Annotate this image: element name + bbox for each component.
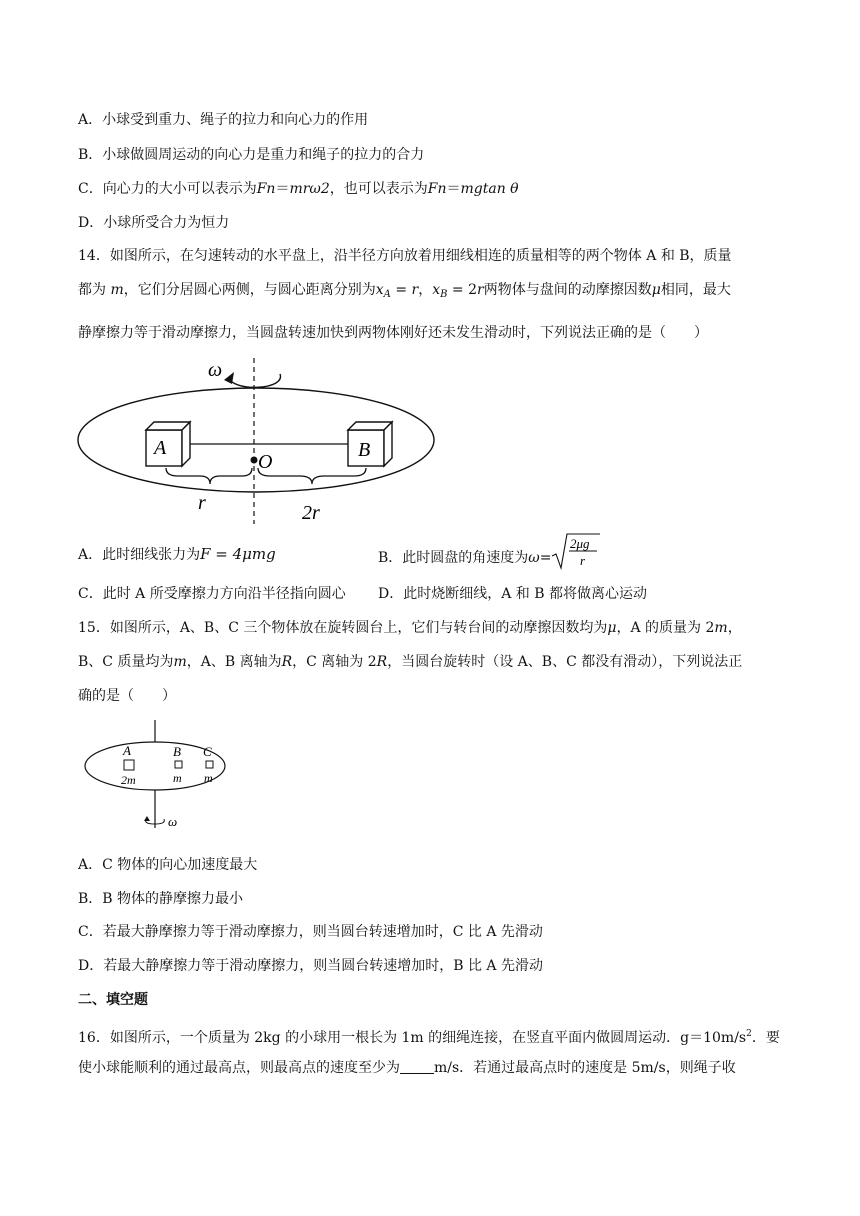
q13-formula-mgtan: mgtan θ [460,181,519,197]
q15-option-c: C．若最大静摩擦力等于滑动摩擦力，则当圆台转速增加时，C 比 A 先滑动 [78,924,543,940]
q14-xb-symbol: x [432,282,441,298]
q13-option-c-text: C．向心力的大小可以表示为 [78,181,257,197]
q15-text-7: ，当圆台旋转时（设 A、B、C 都没有滑动），下列说法正 [387,654,743,670]
rotation-arrow-icon [229,374,280,387]
q15-radius-symbol: R [281,654,293,670]
q14-option-a-formula: F = 4μmg [200,545,276,563]
rotation-arrowhead-icon [144,816,150,821]
block-b-mass: m [173,771,182,785]
q14-text-2: ，它们分居圆心两侧，与圆心距离分别为 [123,282,376,298]
q16-stem-line1 [78,1024,780,1048]
q13-option-d: D．小球所受合力为恒力 [78,215,230,231]
q14-xa-value: r [411,282,419,298]
q15-text-5: ，A、B 离轴为 [186,654,282,670]
q14-stem-line3: 静摩擦力等于滑动摩擦力，当圆盘转速加快到两物体刚好还未发生滑动时，下列说法正确的是（ ） [78,325,708,341]
q14-figure [74,356,444,526]
block-c-label: C [203,744,212,759]
q13-option-c-mid: ，也可以表示为 [329,181,428,197]
q15-text-4: B、C 质量均为 [78,654,174,670]
q15-text: 15．如图所示，A、B、C 三个物体放在旋转圆台上，它们与转台间的动摩擦因数均为 [78,620,608,636]
brace-2r [258,468,366,484]
q15-text-3: ， [727,620,742,636]
q14-text-4: 相同，最大 [660,282,731,298]
label-r: r [198,492,206,514]
q16-text: 16．如图所示，一个质量为 2kg 的小球用一根长为 1m 的细绳连接，在竖直平面内做圆周运动．g＝10m/s [78,1030,747,1046]
q14-stem-line2 [78,280,731,305]
q15-option-d: D．若最大静摩擦力等于滑动摩擦力，则当圆台转速增加时，B 比 A 先滑动 [78,958,543,974]
q15-radius-symbol-2: R [376,654,388,670]
block-a-label: A [123,743,131,758]
q15-option-b: B．B 物体的静摩擦力最小 [78,891,244,907]
block-b-label: B [173,744,181,759]
q15-figure [80,718,230,830]
block-a [124,760,134,770]
q14-sqrt-numerator: 2μg [570,536,590,551]
q14-xa-subscript: A [383,289,391,300]
q16-superscript: 2 [746,1029,752,1039]
q15-text-2: ，A 的质量为 2 [616,620,715,636]
equals-sign: ＝ [275,181,290,197]
equals-sign-2: ＝ [446,181,461,197]
block-a-mass: 2m [121,773,136,787]
q14-option-d: D．此时烧断细线，A 和 B 都将做离心运动 [378,586,647,602]
q14-option-b [378,536,601,572]
q14-text: 都为 [78,282,106,298]
q14-xb-value: r [477,282,484,298]
block-a-label: A [154,437,167,459]
omega-label: ω [208,359,223,381]
q14-sep: ， [418,282,433,298]
q16-text-4: m/s．若通过最高点时的速度是 5m/s，则绳子收 [434,1060,736,1076]
q15-stem-line3: 确的是（ ） [78,688,176,704]
q14-option-c: C．此时 A 所受摩擦力方向沿半径指向圆心 [78,586,346,602]
q14-text-3: 两物体与盘间的动摩擦因数 [483,282,652,298]
q13-option-a: A．小球受到重力、绳子的拉力和向心力的作用 [78,112,369,128]
q14-stem-line1: 14．如图所示，在匀速转动的水平盘上，沿半径方向放着用细线相连的质量相等的两个物体 A 和 B，质量 [78,248,732,264]
brace-r [166,468,252,484]
q14-xa-eq: = [390,282,412,298]
q14-mu-symbol: μ [651,282,661,298]
q15-mass-symbol-2: m [173,654,187,670]
q14-sqrt-denominator: r [580,553,586,568]
q15-option-a: A．C 物体的向心加速度最大 [78,857,258,873]
sqrt-icon [551,532,601,572]
q14-mass-symbol: m [110,282,124,298]
q14-xb-eq: = 2 [447,282,478,298]
block-b-label: B [358,439,371,461]
answer-blank[interactable] [400,1059,434,1074]
block-b [175,761,182,768]
q13-option-c [78,179,519,199]
q14-option-a-text: A．此时细线张力为 [78,547,201,563]
q15-mu-symbol: μ [607,620,617,636]
q16-text-3: 使小球能顺利的通过最高点，则最高点的速度至少为 [78,1060,400,1076]
q14-option-a [78,544,276,565]
q15-mass-symbol: m [714,620,728,636]
label-2r: 2r [302,502,320,524]
omega-label: ω [168,814,178,829]
q15-stem-line1 [78,618,742,638]
center-point [251,457,258,464]
q16-text-2: ．要 [751,1030,780,1046]
center-label-o: O [258,451,273,473]
q14-xb-subscript: B [440,289,448,300]
block-b [348,422,392,466]
q15-text-6: ，C 离轴为 2 [292,654,377,670]
block-c-mass: m [204,771,213,785]
q13-option-b: B．小球做圆周运动的向心力是重力和绳子的拉力的合力 [78,147,425,163]
block-a [146,422,190,466]
q16-stem-line2 [78,1058,736,1078]
section-heading: 二、填空题 [78,992,148,1008]
q13-formula-mrw2: mrω2 [289,181,330,197]
q15-stem-line2 [78,652,742,672]
q14-option-b-text: B．此时圆盘的角速度为 [378,550,529,566]
q14-xa-symbol: x [375,282,384,298]
q13-formula-fn: Fn [256,181,276,197]
q13-formula-fn-2: Fn [427,181,447,197]
block-c [206,761,213,768]
q14-option-b-omega: ω= [528,550,552,566]
